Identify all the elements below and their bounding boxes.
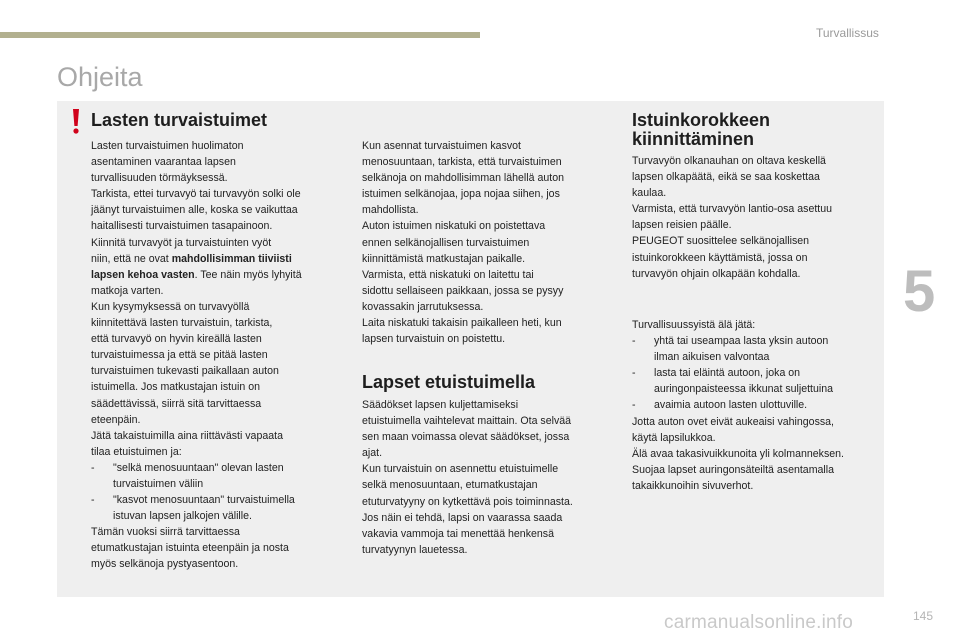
watermark: carmanualsonline.info (664, 612, 854, 633)
bullet-dash: - (91, 494, 95, 507)
column-1-text (91, 138, 353, 573)
text-line: mahdollista. (362, 204, 419, 217)
text-line: käytä lapsilukkoa. (632, 431, 716, 444)
text-line: etuistuimella vaihtelevat maittain. Ota selvää (362, 415, 572, 428)
text-line: Kun asennat turvaistuimen kasvot (362, 140, 521, 152)
column-2-text-top (362, 138, 612, 347)
text-line: "kasvot menosuuntaan" turvaistuimella (113, 494, 295, 507)
section-name: Turvallissus (816, 26, 879, 40)
text-line: Kun kysymyksessä on turvavyöllä (91, 300, 250, 313)
text-line: Laita niskatuki takaisin paikalleen heti, kun (362, 317, 562, 330)
column-3-text-bottom (632, 317, 884, 494)
text-line: matkoja varten. (91, 284, 164, 297)
text-line: Varmista, että niskatuki on laitettu tai (362, 268, 534, 281)
text-line: Kun turvaistuin on asennettu etuistuimelle (362, 463, 559, 476)
text-line: turvatyynyn lauetessa. (362, 543, 468, 556)
text-line: lapsen turvaistuin on poistettu. (362, 333, 506, 346)
text-line: tilaa etuistuimen ja: (91, 445, 182, 458)
text-line: lapsen olkapäätä, eikä se saa koskettaa (632, 171, 820, 184)
bullet-dash: - (632, 399, 636, 412)
text-line: Lasten turvaistuimen huolimaton (91, 140, 244, 152)
list-item (91, 492, 353, 524)
text-line: lasta tai eläintä autoon, joka on (654, 367, 801, 380)
text-line: auringonpaisteessa ikkunat suljettuina (654, 383, 834, 396)
text-line: vakavia vammoja tai menettää henkensä (362, 527, 554, 540)
text-line: Jätä takaistuimilla aina riittävästi vapaata (91, 429, 283, 442)
text-line: turvavyön ohjain olkapään kohdalla. (632, 267, 801, 280)
text-line: kiinnittämistä matkustajan paikalle. (362, 252, 526, 265)
bullet-dash: - (91, 461, 95, 474)
text-line: istuimen selkänojaa, jopa nojaa siihen, jos (362, 188, 560, 201)
page-title: Ohjeita (57, 62, 143, 92)
text-line: että turvavyö on hyvin kireällä lasten (91, 333, 262, 346)
text-line: turvallisuuden törmäyksessä. (91, 172, 228, 185)
text-line: selkänoja on mahdollisimman lähellä auton (362, 172, 564, 185)
text-line: säädettävissä, siirrä sitä tarvittaessa (91, 397, 262, 410)
text-line: istuvan lapsen jalkojen välille. (113, 510, 252, 523)
text-line: Säädökset lapsen kuljettamiseksi (362, 399, 519, 411)
text-line: ilman aikuisen valvontaa (654, 351, 770, 364)
text-line: turvaistuimessa ja että se pitää lasten (91, 349, 268, 362)
text-line: Turvallisuussyistä älä jätä: (632, 319, 756, 331)
list-item (632, 333, 884, 365)
bullet-dash: - (632, 335, 636, 348)
text-line: selkä menosuuntaan, etumatkustajan (362, 479, 538, 492)
text-line: Jos näin ei tehdä, lapsi on vaarassa saada (362, 511, 563, 524)
text-line: myös selkänoja pystyasentoon. (91, 558, 239, 571)
column-3-text-top (632, 153, 882, 282)
text-line: PEUGEOT suosittelee selkänojallisen (632, 235, 810, 248)
bullet-dash: - (632, 367, 636, 380)
text-line: istuimella. Jos matkustajan istuin on (91, 381, 260, 394)
heading-line: Istuinkorokkeen (632, 110, 771, 130)
text-line: ajat. (362, 447, 383, 460)
text-line: etumatkustajan istuinta eteenpäin ja nosta (91, 542, 289, 555)
text-line (91, 267, 353, 283)
text-line: lapsen reisien päälle. (632, 219, 732, 232)
text-line (91, 251, 353, 267)
text-line: takaikkunoihin sivuverhot. (632, 479, 754, 492)
text-line: Tarkista, ettei turvavyö tai turvavyön solki ole (91, 188, 301, 201)
text-line: "selkä menosuuntaan" olevan lasten (113, 461, 284, 474)
text-segment: . Tee näin myös lyhyitä (194, 268, 302, 281)
text-line: Älä avaa takasivuikkunoita yli kolmanneksen. (632, 447, 844, 460)
chapter-number: 5 (903, 259, 936, 324)
page-number: 145 (913, 609, 934, 623)
text-segment: niin, että ne ovat (91, 252, 172, 265)
heading-istuinkorokkeen-kiinnittaminen (632, 111, 770, 149)
list-item (91, 460, 353, 492)
text-line: Tämän vuoksi siirrä tarvittaessa (91, 526, 240, 539)
text-line: Auton istuimen niskatuki on poistettava (362, 220, 546, 233)
list-item (632, 397, 884, 413)
text-line: Suojaa lapset auringonsäteiltä asentamalla (632, 463, 835, 476)
heading-lapset-etuistuimella: Lapset etuistuimella (362, 372, 536, 392)
exclamation-icon (66, 107, 86, 135)
text-line: Varmista, että turvavyön lantio-osa asettuu (632, 203, 833, 216)
text-line: kovassakin jarrutuksessa. (362, 300, 484, 313)
text-line: etuturvatyyny on kytkettävä pois toiminnasta. (362, 495, 573, 508)
text-line: Kiinnitä turvavyöt ja turvaistuinten vyöt (91, 236, 272, 249)
text-line: asentaminen vaarantaa lapsen (91, 156, 236, 169)
text-line: yhtä tai useampaa lasta yksin autoon (654, 335, 829, 348)
text-line: istuinkorokkeen käyttämistä, jossa on (632, 251, 808, 264)
heading-line: kiinnittäminen (632, 129, 755, 149)
text-line: sen maan voimassa olevat säädökset, jossa (362, 431, 570, 444)
text-line: avaimia autoon lasten ulottuville. (654, 399, 808, 412)
bold-text: mahdollisimman tiiviisti (171, 252, 292, 265)
text-line: Jotta auton ovet eivät aukeaisi vahingossa, (632, 415, 835, 428)
list-item (632, 365, 884, 397)
text-line: kaulaa. (632, 187, 667, 200)
text-line: turvaistuimen väliin (113, 477, 204, 490)
text-line: eteenpäin. (91, 413, 141, 426)
text-line: sidottu sellaiseen paikkaan, jossa se pysyy (362, 284, 564, 297)
text-line: ennen selkänojallisen turvaistuimen (362, 236, 530, 249)
header-accent-bar (0, 32, 480, 38)
column-2-text-bottom (362, 397, 612, 558)
text-line: kiinnitettävä lasten turvaistuin, tarkista, (91, 317, 273, 330)
bold-text: lapsen kehoa vasten (91, 268, 195, 281)
heading-lasten-turvaistuimet: Lasten turvaistuimet (91, 110, 268, 130)
text-line: menosuuntaan, tarkista, että turvaistuimen (362, 156, 562, 169)
text-line: turvaistuimen tukevasti paikallaan auton (91, 365, 279, 378)
text-line: jäänyt turvaistuimen alle, koska se vaikuttaa (91, 204, 298, 217)
text-line: haitallisesti turvaistuimen tasapainoon. (91, 220, 273, 233)
text-line: Turvavyön olkanauhan on oltava keskellä (632, 155, 826, 167)
